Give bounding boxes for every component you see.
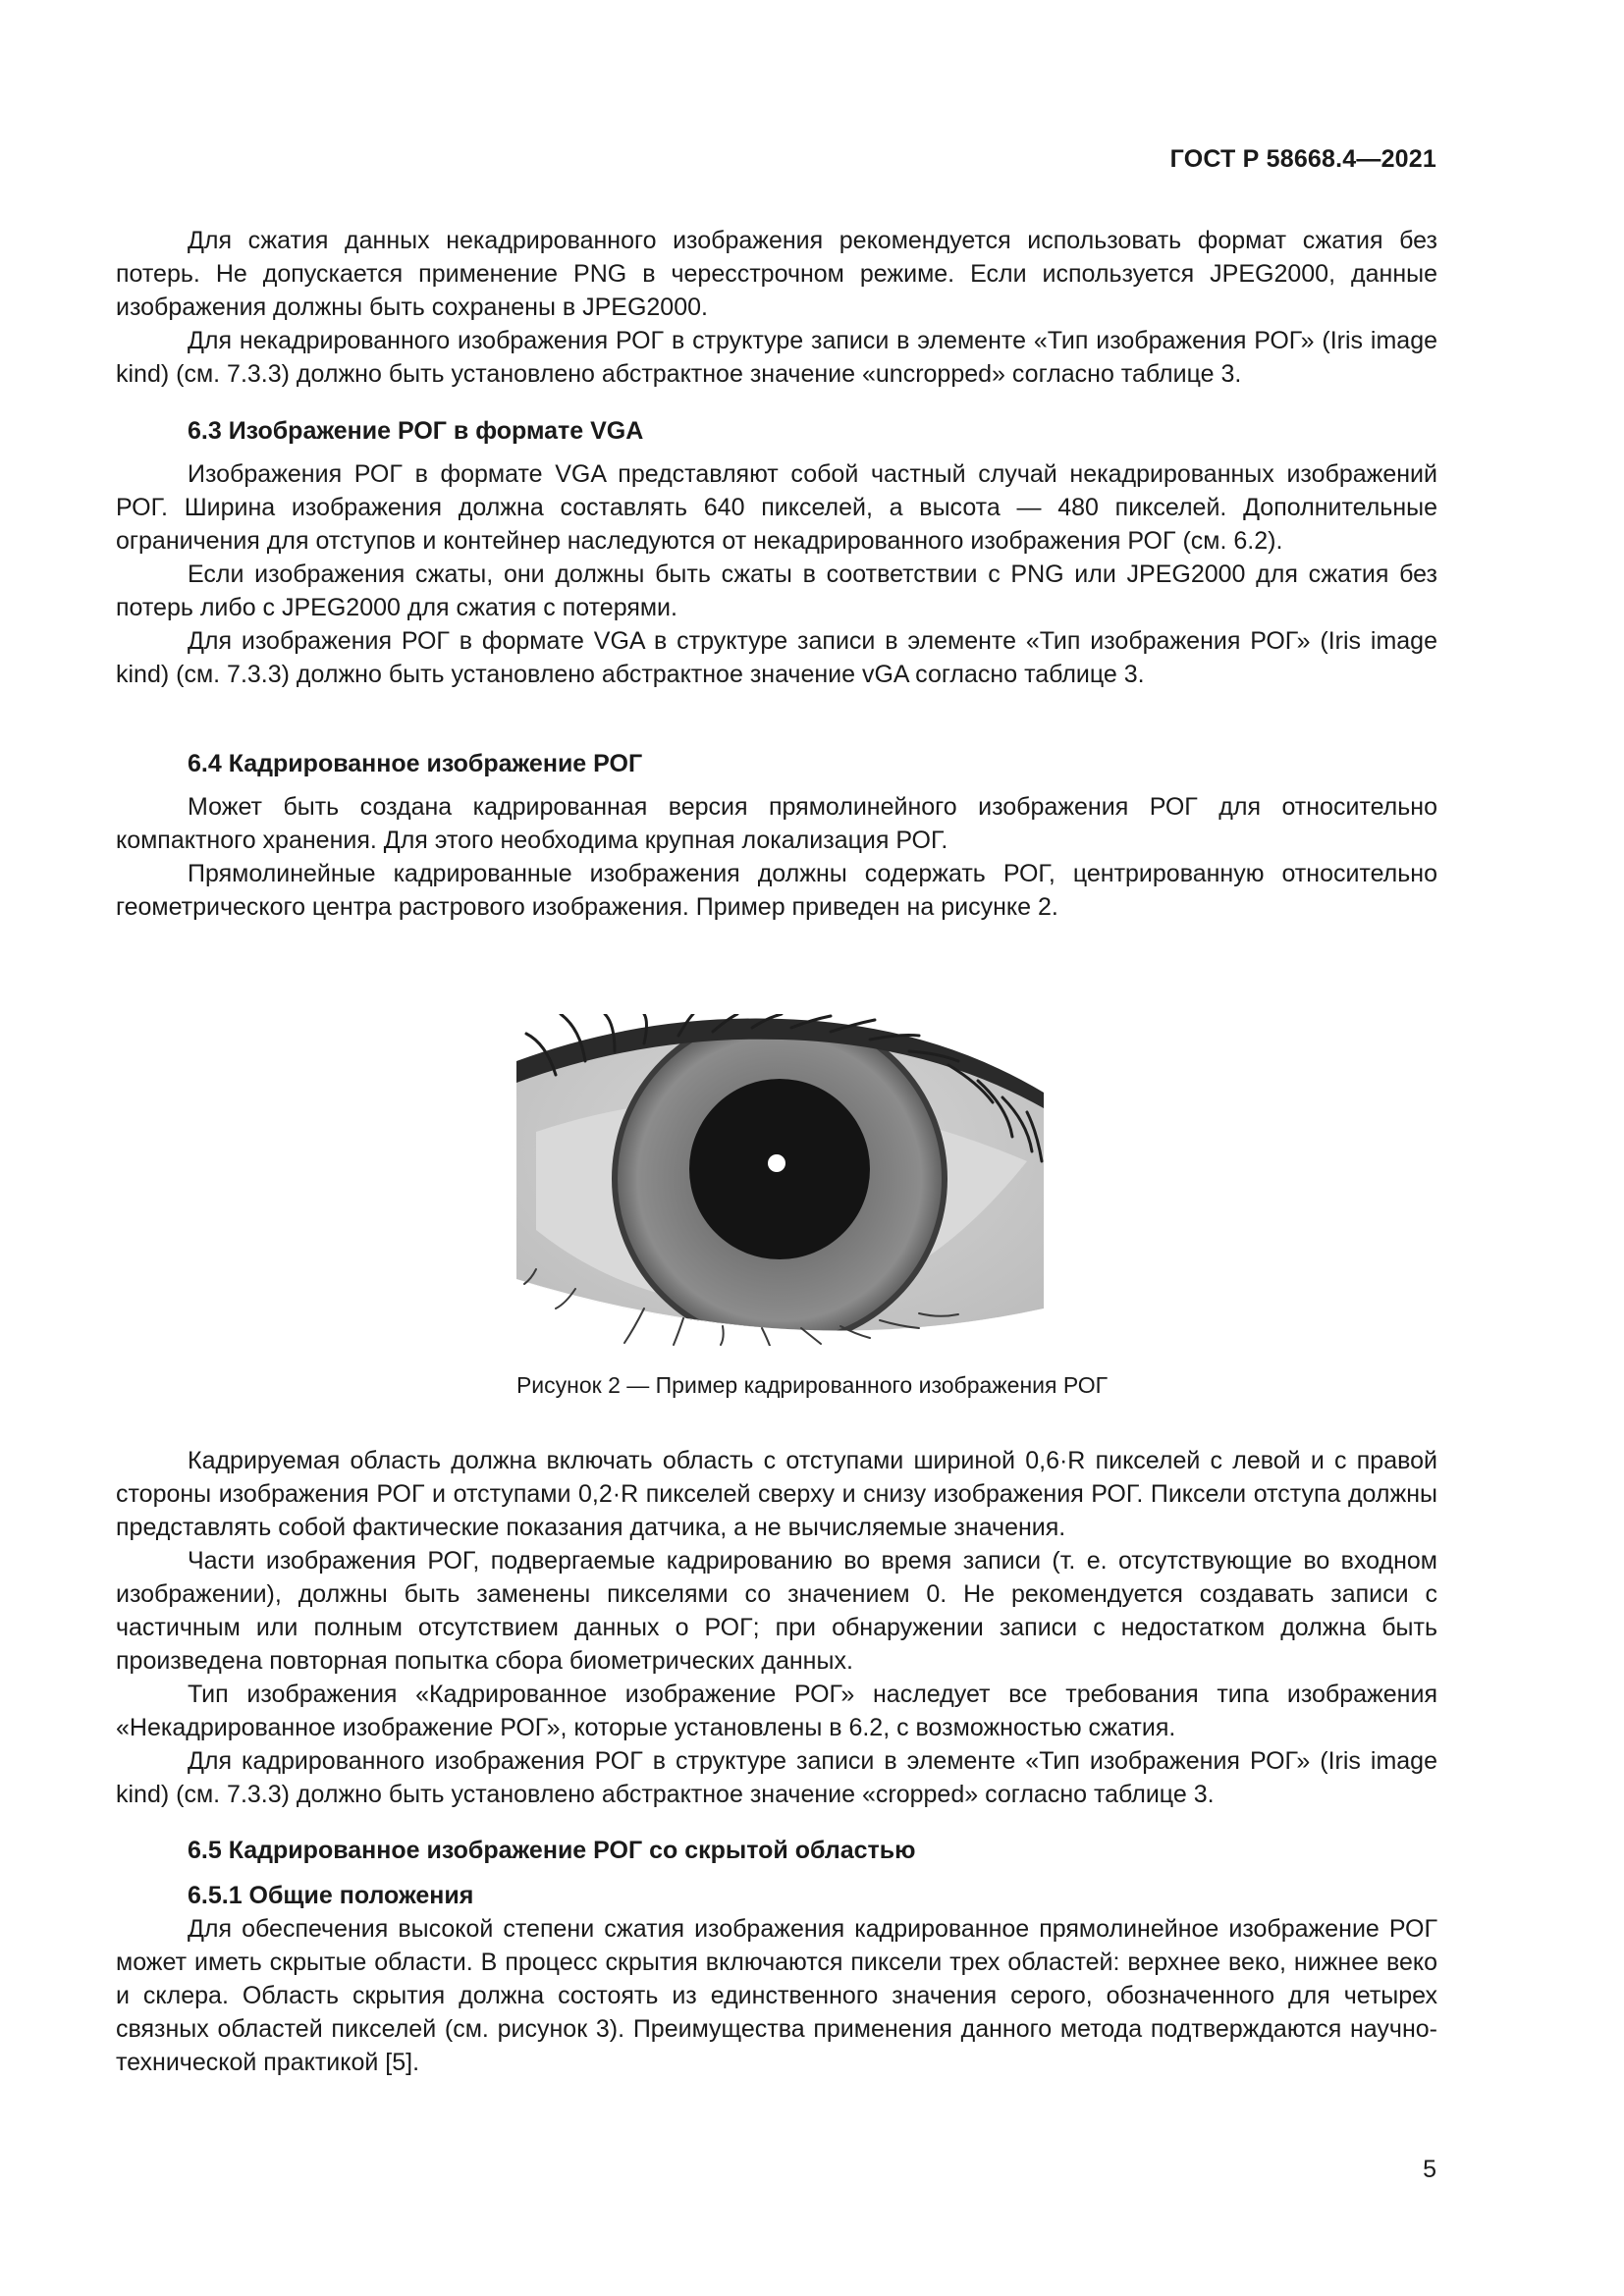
section-heading-6-4: 6.4 Кадрированное изображение РОГ bbox=[188, 750, 643, 777]
paragraph: Прямолинейные кадрированные изображения должны содержать РОГ, центрированную относительно геометрического центра растрового изображения. Пример приведен на рисунке 2. bbox=[116, 860, 1437, 921]
paragraph: Части изображения РОГ, подвергаемые кадрированию во время записи (т. е. отсутствующие во входном изображении), должны быть заменены пикселями со значением 0. Не рекомендуется создавать записи с частичным или полным отсутствием данных о РОГ; при обнаружении записи с недостатком должна быть произведена повторная попытка сбора биометрических данных. bbox=[116, 1547, 1437, 1675]
paragraph: Изображения РОГ в формате VGA представляют собой частный случай некадрированных изображений РОГ. Ширина изображения должна составлять 640 пикселей, а высота — 480 пикселей. Дополнительные ограничения для отступов и контейнер наследуются от некадрированного изображения РОГ (см. 6.2). bbox=[116, 460, 1437, 555]
section-6-4 bbox=[116, 747, 1437, 924]
paragraph: Для изображения РОГ в формате VGA в структуре записи в элементе «Тип изображения РОГ» (Iris image kind) (см. 7.3.3) должно быть установлено абстрактное значение vGA согласно таблице 3. bbox=[116, 627, 1437, 688]
section-heading-6-3: 6.3 Изображение РОГ в формате VGA bbox=[188, 417, 644, 445]
paragraph: Если изображения сжаты, они должны быть сжаты в соответствии с PNG или JPEG2000 для сжатия без потерь либо с JPEG2000 для сжатия с потерями. bbox=[116, 561, 1437, 621]
subsection-heading-6-5-1: 6.5.1 Общие положения bbox=[188, 1882, 474, 1909]
paragraph: Тип изображения «Кадрированное изображение РОГ» наследует все требования типа изображения «Некадрированное изображение РОГ», которые установлены в 6.2, с возможностью сжатия. bbox=[116, 1681, 1437, 1741]
paragraph: Для сжатия данных некадрированного изображения рекомендуется использовать формат сжатия без потерь. Не допускается применение PNG в чересстрочном режиме. Если используется JPEG2000, данные изображения должны быть сохранены в JPEG2000. bbox=[116, 227, 1437, 321]
paragraph: Для кадрированного изображения РОГ в структуре записи в элементе «Тип изображения РОГ» (Iris image kind) (см. 7.3.3) должно быть установлено абстрактное значение «cropped» согласно таблице 3. bbox=[116, 1747, 1437, 1808]
section-6-5 bbox=[116, 1834, 1437, 2079]
section-6-3 bbox=[116, 414, 1437, 691]
paragraph: Для обеспечения высокой степени сжатия изображения кадрированное прямолинейное изображение РОГ может иметь скрытые области. В процесс скрытия включаются пиксели трех областей: верхнее веко, нижнее веко и склера. Область скрытия должна состоять из единственного значения серого, обозначенного для четырех связных областей пикселей (см. рисунок 3). Преимущества применения данного метода подтверждаются научно-технической практикой [5]. bbox=[116, 1915, 1437, 2076]
section-6-4-continued bbox=[116, 1444, 1437, 1811]
page-number: 5 bbox=[1423, 2156, 1436, 2183]
section-heading-6-5: 6.5 Кадрированное изображение РОГ со скрытой областью bbox=[188, 1837, 916, 1864]
paragraph: Для некадрированного изображения РОГ в структуре записи в элементе «Тип изображения РОГ» (Iris image kind) (см. 7.3.3) должно быть установлено абстрактное значение «uncropped» согласно таблице 3. bbox=[116, 327, 1437, 388]
figure-caption: Рисунок 2 — Пример кадрированного изображения РОГ bbox=[515, 1372, 1109, 1398]
paragraph: Может быть создана кадрированная версия прямолинейного изображения РОГ для относительно компактного хранения. Для этого необходима крупная локализация РОГ. bbox=[116, 793, 1437, 854]
iris-image-figure bbox=[516, 1014, 1044, 1346]
paragraph: Кадрируемая область должна включать область с отступами шириной 0,6·R пикселей с левой и с правой стороны изображения РОГ и отступами 0,2·R пикселей сверху и снизу изображения РОГ. Пиксели отступа должны представлять собой фактические показания датчика, а не вычисляемые значения. bbox=[116, 1447, 1437, 1541]
document-code: ГОСТ Р 58668.4—2021 bbox=[1169, 145, 1436, 173]
section-6-2-tail bbox=[116, 224, 1437, 391]
